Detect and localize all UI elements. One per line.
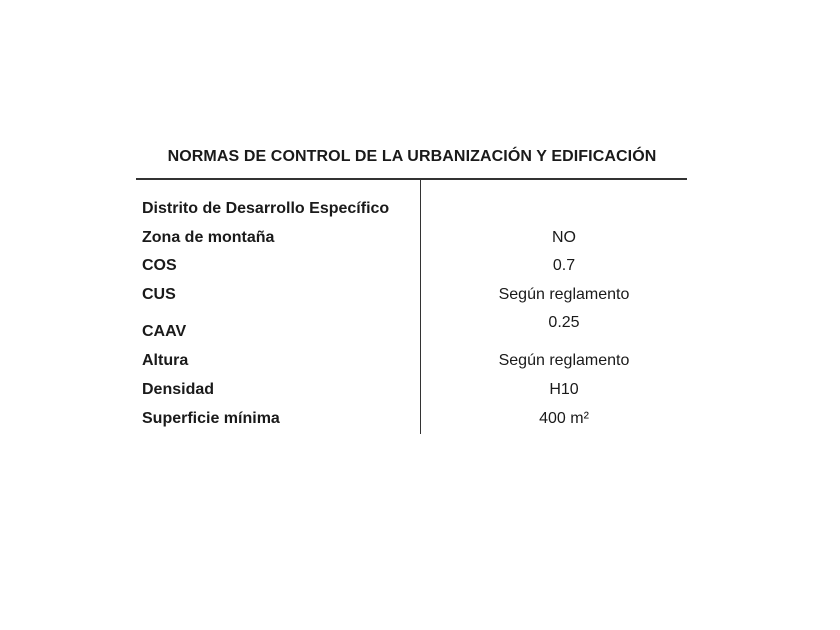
row-label-distrito: Distrito de Desarrollo Específico [142,200,390,217]
row-label-altura: Altura [142,352,189,369]
row-value-cos: 0.7 [552,257,576,274]
row-label-cos: COS [142,257,177,274]
header-divider [136,178,687,180]
row-label-superficie: Superficie mínima [142,410,280,427]
column-divider [420,180,421,434]
page-title: NORMAS DE CONTROL DE LA URBANIZACIÓN Y EDIFICACIÓN [167,148,657,165]
row-value-zona-montana: NO [552,229,576,246]
row-value-densidad: H10 [549,381,579,398]
row-label-zona-montana: Zona de montaña [142,229,275,246]
row-value-superficie: 400 m² [539,410,589,427]
row-value-caav: 0.25 [548,314,580,331]
row-value-cus: Según reglamento [498,286,630,303]
row-label-cus: CUS [142,286,176,303]
row-label-caav: CAAV [142,323,187,340]
row-label-densidad: Densidad [142,381,215,398]
row-value-altura: Según reglamento [498,352,630,369]
